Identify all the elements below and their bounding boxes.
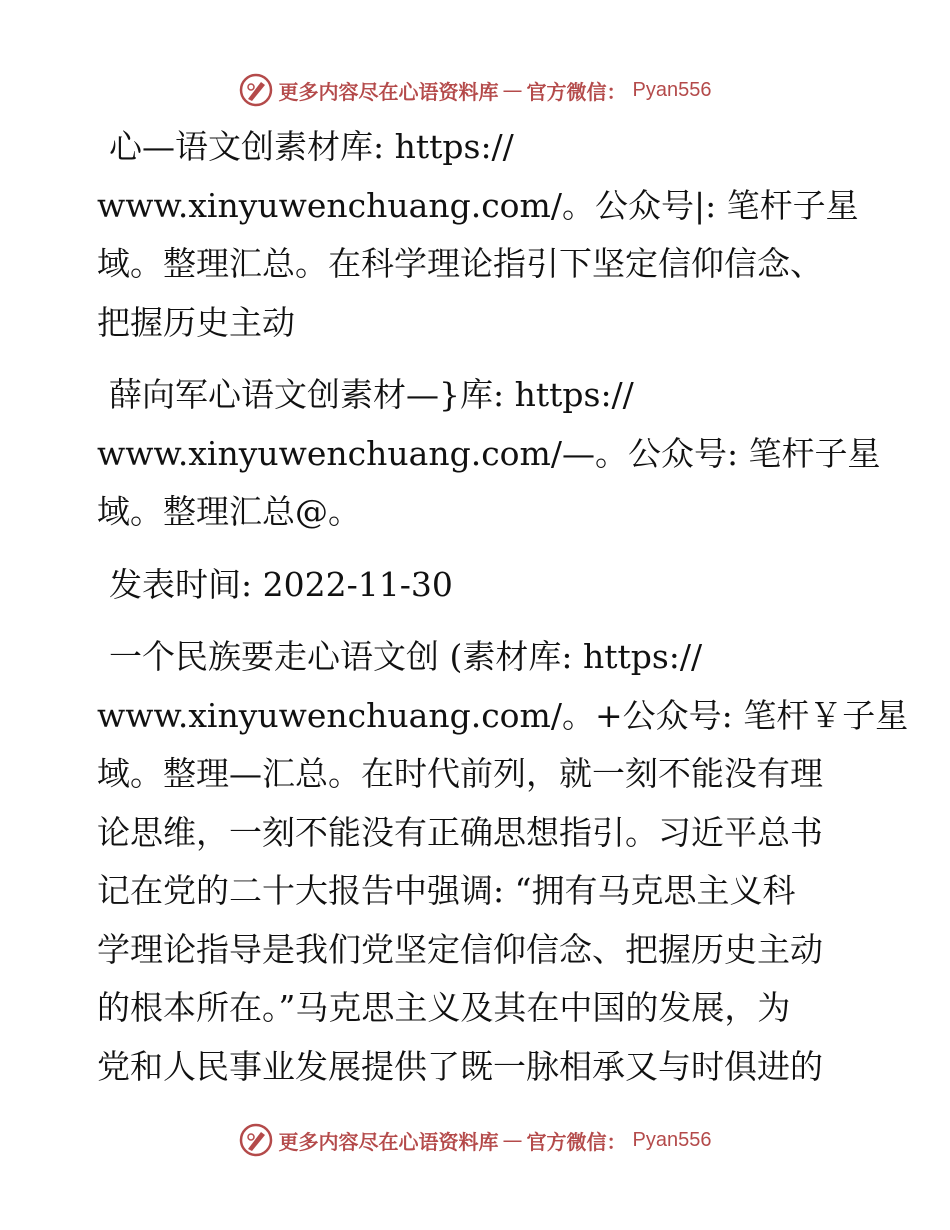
document-body	[97, 118, 909, 1110]
paragraph-1	[97, 118, 857, 352]
banner-dash: —	[502, 1128, 523, 1152]
banner-slogan: 更多内容尽在心语资料库	[278, 1129, 499, 1154]
pen-logo-icon	[239, 73, 273, 107]
paragraph-4	[97, 628, 909, 1096]
text-line: 论思维，一刻不能没有正确思想指引。习近平总书	[97, 812, 823, 852]
text-line: 的根本所在。”马克思主义及其在中国的发展，为	[97, 988, 791, 1027]
banner-wechat-id: Pyan556	[632, 1128, 712, 1151]
text-line: 域。整理汇总@。	[97, 492, 361, 531]
footer-banner	[0, 1120, 950, 1160]
publish-date: 发表时间: 2022-11-30	[109, 564, 453, 604]
text-line: 域。整理—汇总。在时代前列，就一刻不能没有理	[97, 754, 823, 793]
banner-wechat-id: Pyan556	[632, 78, 712, 101]
text-line: 一个民族要走心语文创 (素材库: https://	[109, 637, 703, 676]
text-line: www.xinyuwenchuang.com/—。公众号: 笔杆子星	[97, 433, 881, 473]
text-line: www.xinyuwenchuang.com/。+公众号: 笔杆￥子星	[97, 695, 909, 735]
text-line: 党和人民事业发展提供了既一脉相承又与时俱进的	[97, 1046, 823, 1086]
paragraph-publish-date	[97, 556, 857, 615]
banner-wechat-label: 官方微信：	[526, 1129, 627, 1154]
paragraph-2	[97, 366, 881, 542]
text-line: 域。整理汇总。在科学理论指引下坚定信仰信念、	[97, 244, 823, 283]
text-line: 学理论指导是我们党坚定信仰信念、把握历史主动	[97, 929, 823, 969]
banner-dash: —	[502, 78, 523, 102]
pen-logo-icon	[239, 1123, 273, 1157]
text-line: 把握历史主动	[97, 302, 295, 342]
text-line: 记在党的二十大报告中强调: “拥有马克思主义科	[97, 871, 796, 910]
banner-slogan: 更多内容尽在心语资料库	[278, 79, 499, 104]
text-line: 心—语文创素材库: https://	[109, 127, 514, 166]
text-line: www.xinyuwenchuang.com/。公众号|: 笔杆子星	[97, 185, 859, 225]
banner-wechat-label: 官方微信：	[526, 79, 627, 104]
text-line: 薛向军心语文创素材—}库: https://	[109, 375, 634, 414]
header-banner	[0, 70, 950, 110]
